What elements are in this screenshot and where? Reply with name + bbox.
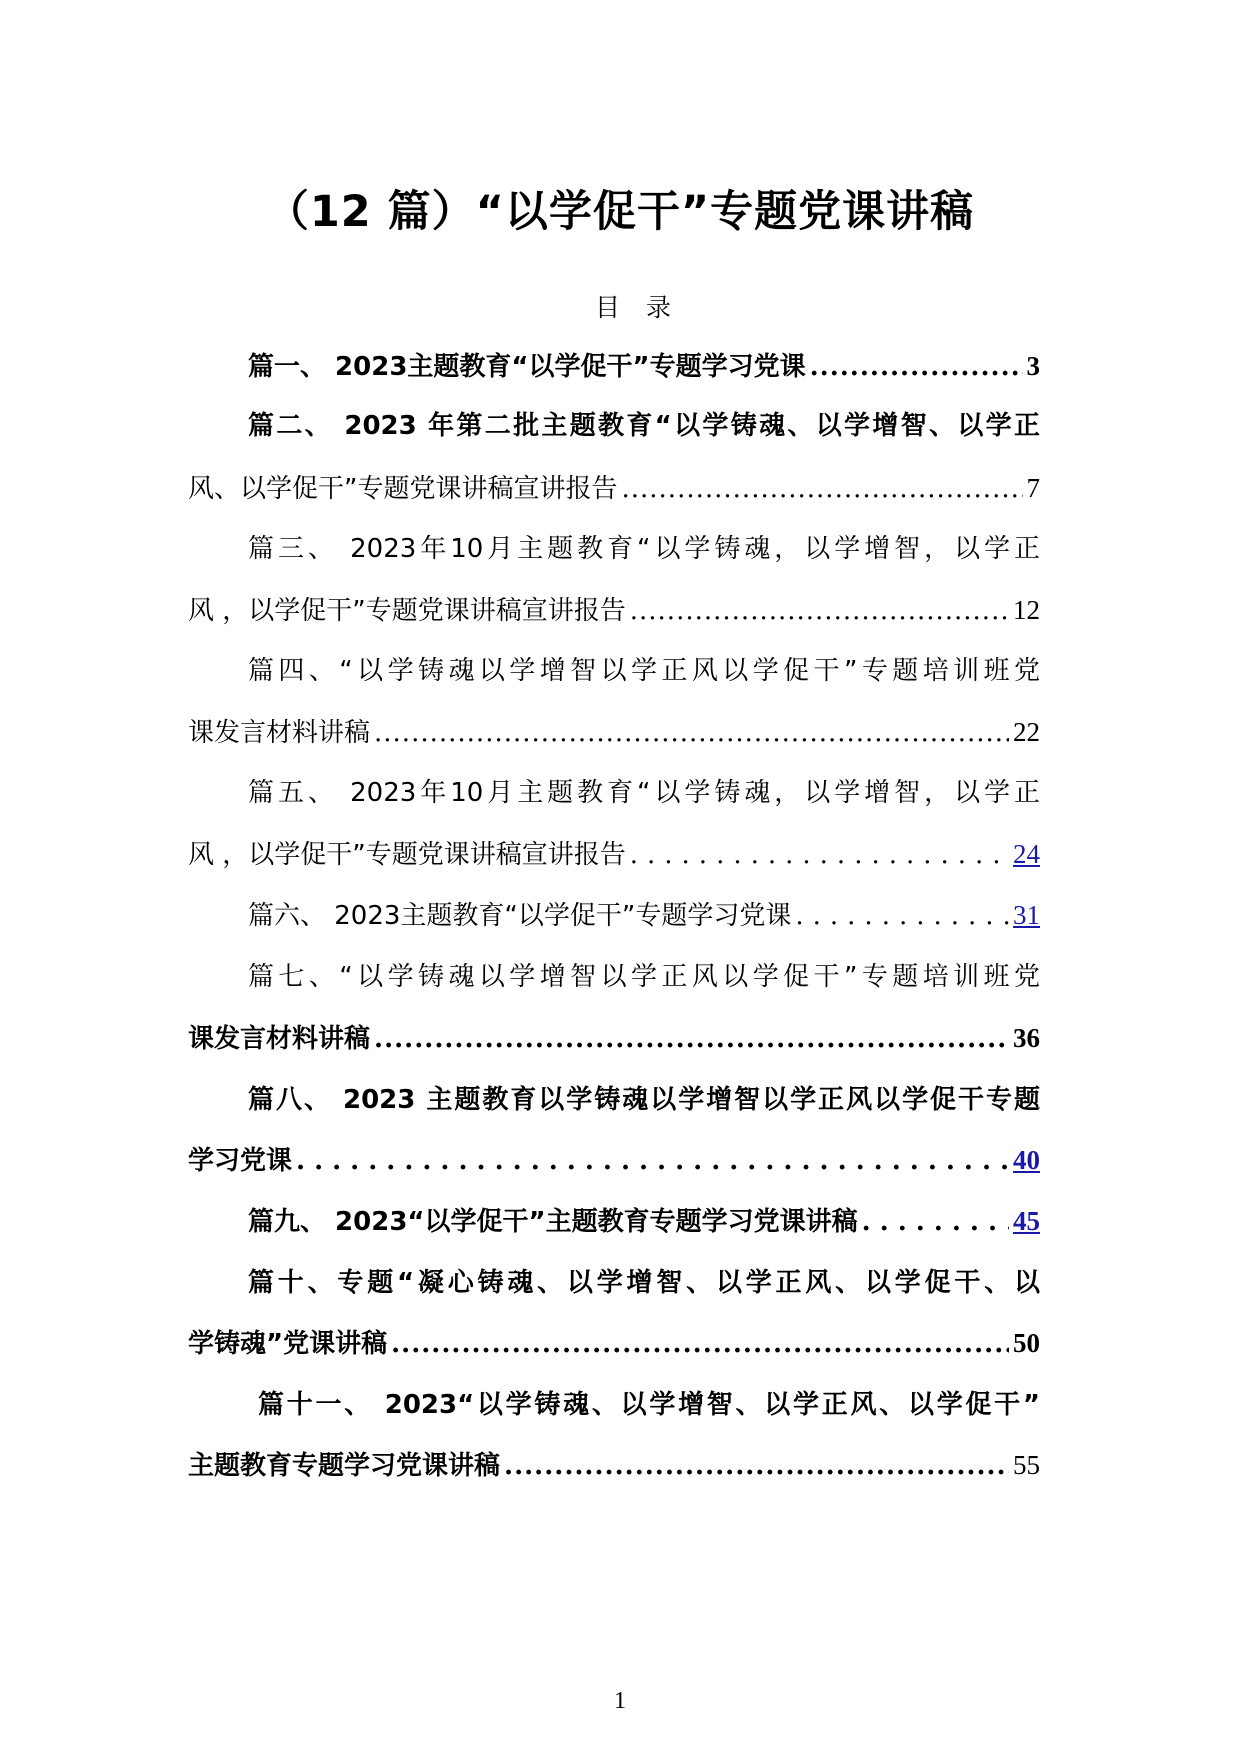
toc-entry-8-cont[interactable] — [188, 1140, 1040, 1180]
toc-entry-7-cont[interactable] — [188, 1018, 1040, 1058]
dot-leader — [374, 718, 1009, 748]
toc-entry-text: 风 ，以学促干”专题党课讲稿宣讲报告 — [188, 840, 626, 870]
toc-page-number: 3 — [1026, 351, 1040, 381]
toc-page-link[interactable]: 45 — [1013, 1206, 1040, 1236]
toc-entry-6[interactable] — [188, 895, 1040, 935]
toc-entry-text: 篇二、 2023 年第二批主题教育“以学铸魂、以学增智、以学正 — [248, 411, 1040, 441]
toc-entry-text: 课发言材料讲稿 — [188, 1024, 371, 1054]
toc-entry-3-cont[interactable] — [188, 590, 1040, 630]
dot-leader — [296, 1146, 1009, 1176]
toc-entry-10[interactable] — [188, 1262, 1040, 1302]
toc-entry-text: 篇十、专题“凝心铸魂、以学增智、以学正风、以学促干、以 — [248, 1268, 1040, 1298]
toc-entry-text: 主题教育专题学习党课讲稿 — [188, 1451, 501, 1481]
toc-page-number: 36 — [1013, 1023, 1040, 1053]
toc-entry-text: 篇六、 2023主题教育“以学促干”专题学习党课 — [248, 901, 792, 931]
toc-entry-1[interactable] — [188, 346, 1040, 386]
dot-leader — [630, 840, 1009, 870]
dot-leader — [374, 1024, 1009, 1054]
toc-page-link[interactable]: 24 — [1013, 839, 1040, 869]
toc-entry-2-cont[interactable] — [188, 468, 1040, 508]
toc-entry-text: 学铸魂”党课讲稿 — [188, 1329, 388, 1359]
toc-entry-7[interactable] — [188, 956, 1040, 996]
toc-entry-text: 风 ，以学促干”专题党课讲稿宣讲报告 — [188, 596, 626, 626]
toc-page-number: 22 — [1013, 717, 1040, 747]
toc-page-link[interactable]: 31 — [1013, 900, 1040, 930]
toc-entry-4[interactable] — [188, 650, 1040, 690]
toc-entry-text: 学习党课 — [188, 1146, 293, 1176]
toc-entry-8[interactable] — [188, 1079, 1040, 1119]
toc-entry-text: 课发言材料讲稿 — [188, 718, 371, 748]
toc-entry-text: 篇一、 2023主题教育“以学促干”专题学习党课 — [248, 352, 806, 382]
toc-page-number: 12 — [1013, 595, 1040, 625]
toc-heading: 目录 — [594, 293, 697, 322]
dot-leader — [810, 352, 1023, 382]
toc-entry-5-cont[interactable] — [188, 834, 1040, 874]
toc-entry-text: 篇十一、 2023“以学铸魂、以学增智、以学正风、以学促干” — [258, 1390, 1040, 1420]
toc-entry-text: 篇七、“以学铸魂以学增智以学正风以学促干”专题培训班党 — [248, 962, 1040, 992]
toc-entry-text: 篇八、 2023 主题教育以学铸魂以学增智以学正风以学促干专题 — [248, 1085, 1040, 1115]
toc-page-link[interactable]: 40 — [1013, 1145, 1040, 1175]
dot-leader — [630, 596, 1009, 626]
toc-entry-text: 篇三、 2023年10月主题教育“以学铸魂，以学增智，以学正 — [248, 534, 1040, 564]
toc-entry-11-cont[interactable] — [188, 1445, 1040, 1485]
toc-page-number: 7 — [1026, 473, 1040, 503]
toc-entry-text: 篇九、 2023“以学促干”主题教育专题学习党课讲稿 — [248, 1207, 858, 1237]
toc-entry-text: 篇四、“以学铸魂以学增智以学正风以学促干”专题培训班党 — [248, 656, 1040, 686]
toc-entry-4-cont[interactable] — [188, 712, 1040, 752]
dot-leader — [621, 474, 1022, 504]
toc-entry-3[interactable] — [188, 528, 1040, 568]
toc-entry-10-cont[interactable] — [188, 1323, 1040, 1363]
dot-leader — [795, 901, 1009, 931]
toc-entry-11[interactable] — [188, 1384, 1040, 1424]
toc-entry-9[interactable] — [188, 1201, 1040, 1241]
dot-leader — [504, 1451, 1009, 1481]
toc-entry-2[interactable] — [188, 405, 1040, 445]
toc-entry-text: 篇五、 2023年10月主题教育“以学铸魂，以学增智，以学正 — [248, 778, 1040, 808]
page-number: 1 — [614, 1688, 626, 1714]
toc-entry-5[interactable] — [188, 772, 1040, 812]
toc-entry-text: 风、以学促干”专题党课讲稿宣讲报告 — [188, 474, 618, 504]
toc-page-number: 50 — [1013, 1328, 1040, 1358]
document-title: （12 篇）“以学促干”专题党课讲稿 — [265, 187, 975, 237]
toc-page-number: 55 — [1013, 1450, 1040, 1480]
dot-leader — [391, 1329, 1009, 1359]
dot-leader — [862, 1207, 1009, 1237]
